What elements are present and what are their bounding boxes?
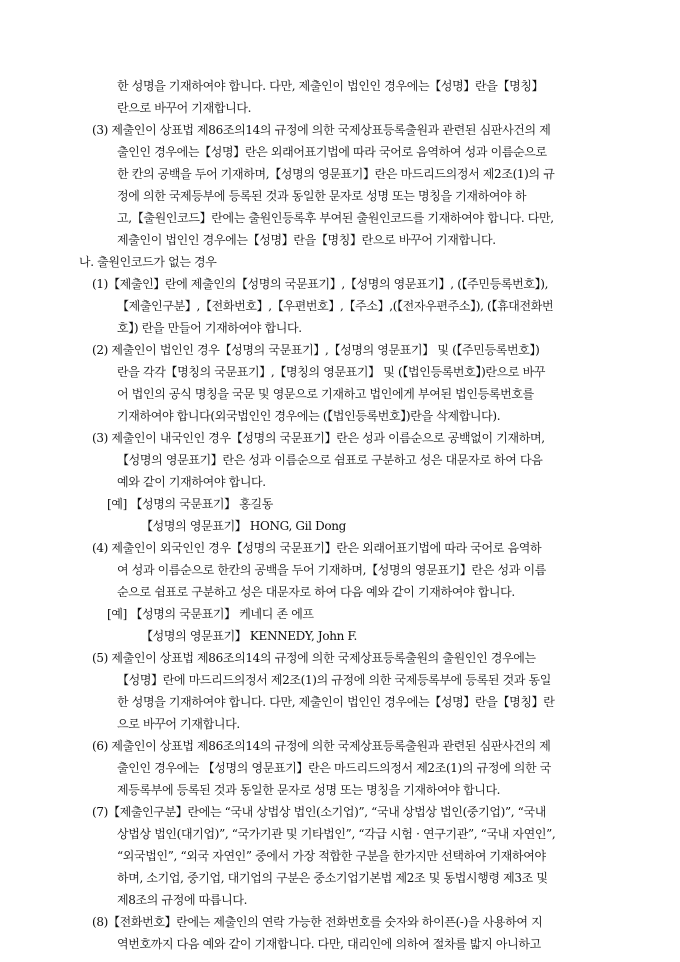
text-line: (2) 제출인이 법인인 경우【성명의 국문표기】,【성명의 영문표기】 및 (【주민등록번호】)	[92, 343, 540, 357]
text-line: (6) 제출인이 상표법 제86조의14의 규정에 의한 국제상표등록출원과 관련된 심판사건의 제	[92, 739, 551, 753]
example-line: [예] 【성명의 국문표기】 홍길동	[107, 497, 274, 511]
text-line: 기재하여야 합니다(외국법인인 경우에는 (【법인등록번호】)란을 삭제합니다).	[117, 409, 501, 423]
text-line: 란을 각각【명칭의 국문표기】,【명칭의 영문표기】 및 (【법인등록번호】)란으로 바꾸	[117, 365, 546, 379]
text-line: 으로 바꾸어 기재합니다.	[117, 717, 240, 731]
text-line: (1)【제출인】란에 제출인의【성명의 국문표기】,【성명의 영문표기】, (【주민등록번호】),	[92, 277, 549, 291]
example-line: 【성명의 영문표기】 KENNEDY, John F.	[141, 629, 358, 643]
text-line: 한 성명을 기재하여야 합니다. 다만, 제출인이 법인인 경우에는【성명】란을【명칭】란	[117, 695, 555, 709]
text-line: 출인인 경우에는 【성명의 영문표기】란은 마드리드의정서 제2조(1)의 규정에 의한 국	[117, 761, 551, 775]
text-line: 호】) 란을 만들어 기재하여야 합니다.	[117, 321, 302, 335]
text-line: (5) 제출인이 상표법 제86조의14의 규정에 의한 국제상표등록출원의 출원인인 경우에는	[92, 651, 536, 665]
text-line: 여 성과 이름순으로 한칸의 공백을 두어 기재하며,【성명의 영문표기】란은 성과 이름	[117, 563, 546, 577]
text-line: 제출인이 법인인 경우에는【성명】란을【명칭】란으로 바꾸어 기재합니다.	[117, 233, 496, 247]
text-line: 상법상 법인(대기업)”, “국가기관 및 기타법인”, “각급 시험 · 연구기관”, “국내 자연인”,	[117, 827, 556, 841]
text-line: (3) 제출인이 상표법 제86조의14의 규정에 의한 국제상표등록출원과 관련된 심판사건의 제	[92, 123, 551, 137]
text-line: 출인인 경우에는【성명】란은 외래어표기법에 따라 국어로 음역하여 성과 이름순으로	[117, 145, 547, 159]
text-line: 어 법인의 공식 명칭을 국문 및 영문으로 기재하고 법인에게 부여된 법인등록번호를	[117, 387, 534, 401]
text-line: 【제출인구분】,【전화번호】,【우편번호】,【주소】,(【전자우편주소】), (【휴대전화번	[117, 299, 554, 313]
text-line: (4) 제출인이 외국인인 경우【성명의 국문표기】란은 외래어표기법에 따라 국어로 음역하	[92, 541, 542, 555]
text-line: (7)【제출인구분】란에는 “국내 상법상 법인(소기업)”, “국내 상법상 법인(중기업)”, “국내	[92, 805, 546, 819]
example-line: [예] 【성명의 국문표기】 케네디 존 에프	[107, 607, 314, 621]
example-line: 【성명의 영문표기】 HONG, Gil Dong	[141, 519, 346, 533]
text-line: 한 칸의 공백을 두어 기재하며,【성명의 영문표기】란은 마드리드의정서 제2조(1)의 규	[117, 167, 555, 181]
text-line: 한 성명을 기재하여야 합니다. 다만, 제출인이 법인인 경우에는【성명】란을【명칭】	[117, 79, 544, 93]
text-line: 순으로 쉼표로 구분하고 성은 대문자로 하여 다음 예와 같이 기재하여야 합니다.	[117, 585, 515, 599]
section-heading: 나. 출원인코드가 없는 경우	[79, 255, 217, 269]
text-line: 제8조의 규정에 따릅니다.	[117, 893, 248, 907]
text-line: 【성명의 영문표기】란은 성과 이름순으로 쉼표로 구분하고 성은 대문자로 하여 다음	[117, 453, 543, 467]
text-line: (3) 제출인이 내국인인 경우【성명의 국문표기】란은 성과 이름순으로 공백없이 기재하며,	[92, 431, 545, 445]
text-line: 란으로 바꾸어 기재합니다.	[117, 101, 252, 115]
text-line: 제등록부에 등록된 것과 동일한 문자로 성명 또는 명칭을 기재하여야 합니다.	[117, 783, 501, 797]
text-line: (8)【전화번호】란에는 제출인의 연락 가능한 전화번호를 숫자와 하이픈(-)을 사용하여 지	[92, 915, 543, 929]
text-line: “외국법인”, “외국 자연인” 중에서 가장 적합한 구분을 한가지만 선택하여 기재하여야	[117, 849, 546, 863]
text-line: 고,【출원인코드】란에는 출원인등록후 부여된 출원인코드를 기재하여야 합니다. 다만,	[117, 211, 554, 225]
text-line: 정에 의한 국제등부에 등록된 것과 동일한 문자로 성명 또는 명칭을 기재하여야 하	[117, 189, 527, 203]
text-line: 하며, 소기업, 중기업, 대기업의 구분은 중소기업기본법 제2조 및 동법시행령 제3조 및	[117, 871, 548, 885]
text-line: 역번호까지 다음 예와 같이 기재합니다. 다만, 대리인에 의하여 절차를 밟지 아니하고	[117, 937, 541, 951]
text-line: 예와 같이 기재하여야 합니다.	[117, 475, 266, 489]
text-line: 【성명】란에 마드리드의정서 제2조(1)의 규정에 의한 국제등록부에 등록된 것과 동일	[117, 673, 551, 687]
